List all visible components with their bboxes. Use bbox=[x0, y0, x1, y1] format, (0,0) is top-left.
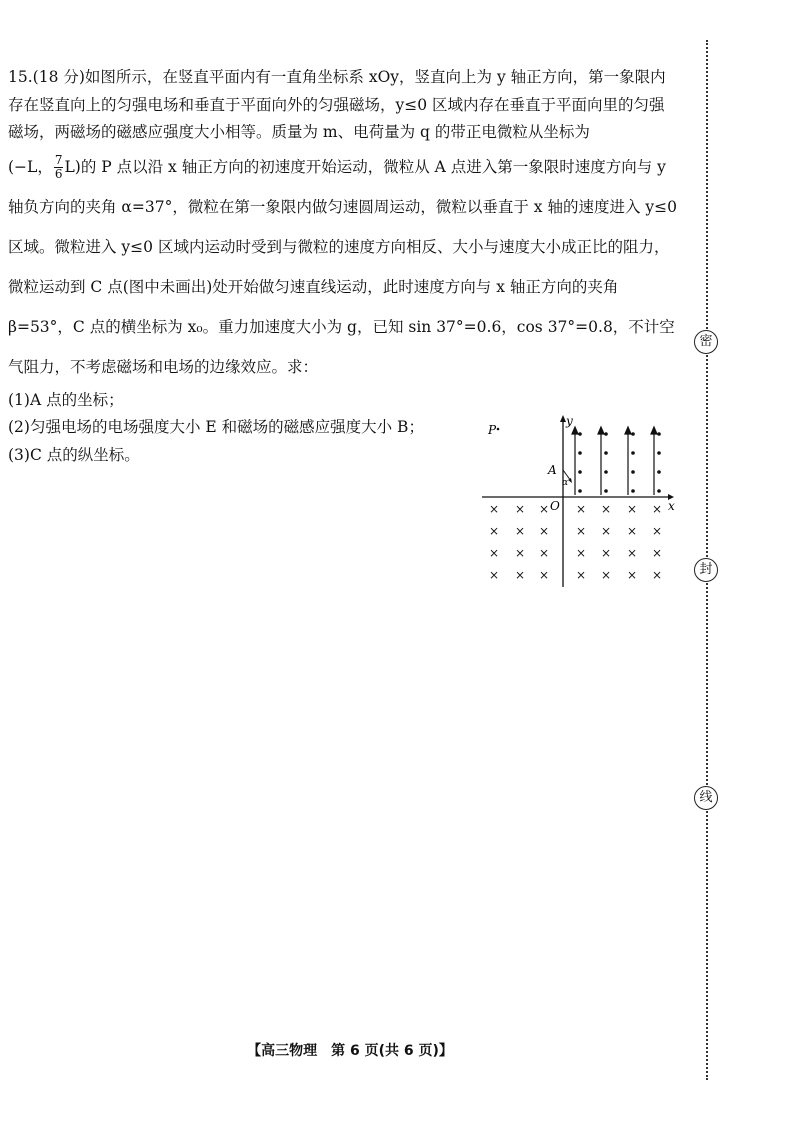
electric-field-lines bbox=[572, 427, 657, 495]
label-p: P bbox=[488, 423, 497, 437]
page-footer: 【高三物理 第 6 页(共 6 页)】 bbox=[247, 1043, 453, 1059]
svg-text:×: × bbox=[515, 502, 526, 516]
svg-text:×: × bbox=[489, 568, 500, 582]
coord-close: L) bbox=[64, 157, 81, 176]
question-1: (1)A 点的坐标； bbox=[8, 390, 124, 409]
svg-text:×: × bbox=[601, 546, 612, 560]
svg-text:×: × bbox=[576, 502, 587, 516]
field-diagram bbox=[478, 412, 678, 592]
svg-text:×: × bbox=[489, 524, 500, 538]
svg-text:×: × bbox=[515, 546, 526, 560]
magnetic-field-crosses bbox=[489, 502, 662, 582]
svg-text:×: × bbox=[539, 502, 550, 516]
svg-text:×: × bbox=[539, 568, 550, 582]
svg-text:×: × bbox=[539, 524, 550, 538]
velocity-arrow bbox=[568, 478, 572, 483]
svg-text:×: × bbox=[576, 568, 587, 582]
label-x: x bbox=[668, 499, 675, 513]
svg-text:×: × bbox=[489, 546, 500, 560]
svg-text:×: × bbox=[652, 502, 663, 516]
fraction-numerator: 7 bbox=[54, 153, 63, 167]
stem-text-2: 的 P 点以沿 x 轴正方向的初速度开始运动，微粒从 A 点进入第一象限时速度方向与 y 轴负方向的夹角 α=37°，微粒在第一象限内做匀速圆周运动，微粒以垂直于 x 轴的速度进入 y≤0 区域。微粒进入 y≤0 区域内运动时受到与微粒的速度方向相反、大小与速度大小成正比的阻力，微粒运动到 C 点(图中未画出)处开始做匀速直线运动，此时速度方向与 x 轴正方向的夹角 β=53°，C 点的横坐标为 x₀。重力加速度大小为 g，已知 sin 37°=0.6，cos 37°=0.8，不计空气阻力，不考虑磁场和电场的边缘效应。求： bbox=[8, 157, 677, 376]
svg-text:×: × bbox=[601, 568, 612, 582]
problem-15 bbox=[8, 64, 680, 469]
stem-text-1: 如图所示，在竖直平面内有一直角坐标系 xOy，竖直向上为 y 轴正方向，第一象限内存在竖直向上的匀强电场和垂直于平面向外的匀强磁场，y≤0 区域内存在垂直于平面向里的匀强磁场，两磁场的磁感应强度大小相等。质量为 m、电荷量为 q 的带正电微粒从坐标为 bbox=[8, 68, 666, 141]
svg-text:×: × bbox=[515, 524, 526, 538]
magnetic-field-dots bbox=[578, 432, 661, 493]
svg-text:×: × bbox=[627, 524, 638, 538]
problem-number: 15. bbox=[8, 68, 33, 86]
svg-text:×: × bbox=[539, 546, 550, 560]
fraction bbox=[54, 154, 64, 181]
svg-text:×: × bbox=[515, 568, 526, 582]
fraction-denominator: 6 bbox=[54, 167, 63, 181]
svg-text:×: × bbox=[489, 502, 500, 516]
label-y: y bbox=[566, 414, 573, 428]
stem-coord-line bbox=[8, 147, 680, 387]
label-a: A bbox=[548, 463, 557, 477]
label-o: O bbox=[550, 499, 560, 513]
question-2: (2)匀强电场的电场强度大小 E 和磁场的磁感应强度大小 B； bbox=[8, 418, 424, 436]
svg-text:×: × bbox=[627, 546, 638, 560]
svg-text:×: × bbox=[652, 546, 663, 560]
svg-text:×: × bbox=[576, 524, 587, 538]
svg-text:×: × bbox=[652, 524, 663, 538]
svg-text:×: × bbox=[627, 502, 638, 516]
svg-text:×: × bbox=[627, 568, 638, 582]
label-alpha: α bbox=[562, 478, 569, 488]
problem-stem bbox=[8, 64, 680, 147]
point-p bbox=[497, 428, 500, 431]
svg-text:×: × bbox=[601, 524, 612, 538]
seal-mi: 密 bbox=[694, 330, 718, 354]
seal-xian: 线 bbox=[694, 786, 718, 810]
coord-open: (−L， bbox=[8, 157, 53, 176]
svg-text:×: × bbox=[652, 568, 663, 582]
svg-text:×: × bbox=[601, 502, 612, 516]
question-3: (3)C 点的纵坐标。 bbox=[8, 445, 140, 464]
seal-feng: 封 bbox=[694, 558, 718, 582]
problem-score: (18 分) bbox=[32, 68, 85, 86]
svg-text:×: × bbox=[576, 546, 587, 560]
